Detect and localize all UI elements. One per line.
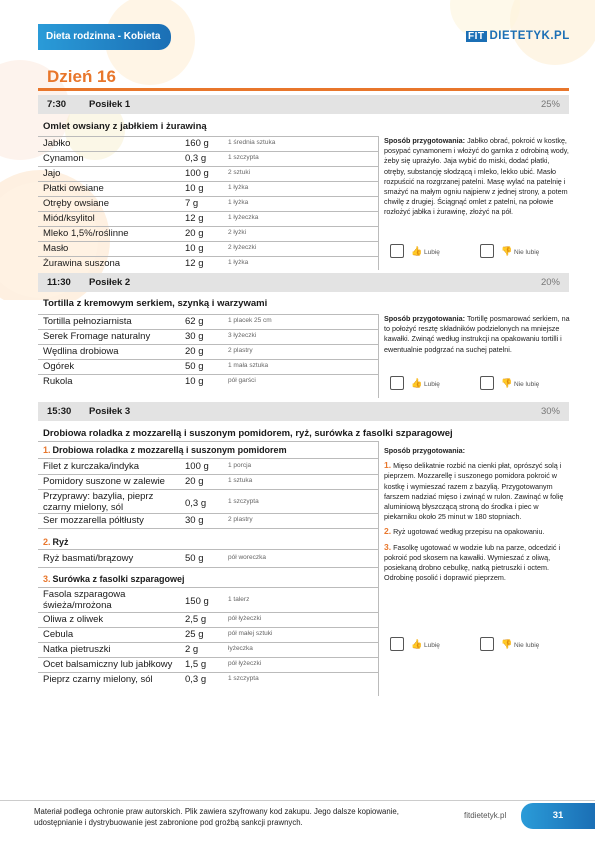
- component-title: Drobiowa roladka z mozzarellą i suszonym pomidorem: [52, 445, 287, 455]
- ingredient-unit: 1 łyżeczka: [228, 214, 259, 221]
- prep-label: Sposób przygotowania:: [384, 446, 466, 455]
- ingredient-unit: pół małej sztuki: [228, 630, 273, 637]
- prep-label: Sposób przygotowania:: [384, 314, 466, 323]
- ingredient-row: [38, 642, 378, 657]
- ingredient-unit: pół łyżeczki: [228, 660, 262, 667]
- ingredient-qty: 2 g: [185, 644, 199, 655]
- ingredient-unit: 1 szczypta: [228, 154, 259, 161]
- meal-percent: 20%: [540, 277, 560, 288]
- step-text: Fasolkę ugotować w wodzie lub na parze, odcedzić i pokroić pod skosem na kawałki. Wymieszać z oliwą, posiekaną drobno cebulkę, natką pietruszki i octem. Odrobinę posolić i doprawić pieprzem.: [384, 542, 561, 583]
- ingredient-name: Płatki owsiane: [43, 183, 104, 194]
- ingredient-qty: 0,3 g: [185, 674, 207, 685]
- ingredient-row: [38, 181, 378, 196]
- ingredient-qty: 0,3 g: [185, 498, 207, 509]
- meal-3-content: [38, 441, 569, 696]
- meal-time: 7:30: [47, 99, 67, 110]
- ingredient-name: Ocet balsamiczny lub jabłkowy: [43, 659, 173, 670]
- ingredient-row: [38, 226, 378, 241]
- ingredient-name: Pomidory suszone w zalewie: [43, 476, 165, 487]
- ingredient-name: Serek Fromage naturalny: [43, 331, 151, 342]
- ingredient-row: [38, 474, 378, 489]
- ingredient-qty: 0,3 g: [185, 153, 207, 164]
- ingredient-qty: 25 g: [185, 629, 204, 640]
- ingredient-qty: 1,5 g: [185, 659, 207, 670]
- ingredient-qty: 20 g: [185, 228, 204, 239]
- row-divider: [38, 567, 378, 568]
- ingredient-qty: 12 g: [185, 258, 204, 269]
- prep-step-3: [384, 542, 572, 584]
- ingredient-row: [38, 329, 378, 344]
- ingredient-name: Natka pietruszki: [43, 644, 111, 655]
- logo-fit: FIT: [468, 30, 485, 42]
- ingredient-row: [38, 151, 378, 166]
- ingredient-unit: 1 porcja: [228, 462, 252, 469]
- site-link[interactable]: fitdietetyk.pl: [464, 811, 507, 820]
- thumbs-down-icon: 👎: [501, 639, 513, 649]
- ingredient-unit: pół garści: [228, 377, 256, 384]
- ingredient-row: [38, 513, 378, 528]
- thumbs-up-icon: 👍: [411, 246, 423, 256]
- ingredient-unit: 1 średnia sztuka: [228, 139, 276, 146]
- meal-time: 11:30: [47, 277, 71, 288]
- dislike-checkbox[interactable]: [480, 637, 494, 651]
- ingredient-unit: 1 szczypta: [228, 675, 259, 682]
- dislike-checkbox[interactable]: [480, 376, 494, 390]
- ingredient-qty: 150 g: [185, 596, 209, 607]
- ingredient-name: Tortilla pełnoziarnista: [43, 316, 132, 327]
- ingredient-row: [38, 587, 378, 614]
- row-divider: [38, 528, 378, 529]
- ingredient-unit: 2 łyżki: [228, 229, 247, 236]
- step-text: Ryż ugotować według przepisu na opakowaniu.: [393, 527, 545, 537]
- component-number: 1.: [43, 445, 51, 455]
- ingredient-row: [38, 612, 378, 627]
- ingredient-qty: 10 g: [185, 183, 204, 194]
- logo: [466, 30, 570, 42]
- dish-title-1: Omlet owsiany z jabłkiem i żurawiną: [43, 121, 207, 132]
- ingredient-unit: 2 sztuki: [228, 169, 251, 176]
- page-title: Dzień 16: [47, 67, 116, 86]
- component-number: 2.: [43, 537, 51, 547]
- ingredient-qty: 20 g: [185, 476, 204, 487]
- ingredient-qty: 2,5 g: [185, 614, 207, 625]
- ingredient-unit: 1 łyżka: [228, 184, 249, 191]
- meal-percent: 30%: [540, 406, 560, 417]
- ingredient-name: Wędlina drobiowa: [43, 346, 119, 357]
- logo-text: DIETETYK.PL: [489, 30, 570, 42]
- ingredient-unit: 1 sztuka: [228, 477, 253, 484]
- prep-step-1: [384, 460, 572, 522]
- ingredient-name: Miód/ksylitol: [43, 213, 95, 224]
- dislike-label: Nie lubię: [514, 642, 540, 649]
- rating-controls: [390, 637, 560, 653]
- ingredient-name: Masło: [43, 243, 69, 254]
- thumbs-down-icon: 👎: [501, 378, 513, 388]
- ingredient-row: [38, 627, 378, 642]
- prep-body: Tortillę posmarować serkiem, na to położyć resztę składników podzielonych na mniejsze kawałki. Zwinąć według instrukcji na opakowaniu tortilli i ewentualnie podgrzać na suchej patelni.: [384, 314, 570, 354]
- meal-header-2: [38, 273, 569, 292]
- ingredient-name: Rukola: [43, 376, 73, 387]
- ingredient-qty: 50 g: [185, 361, 204, 372]
- dislike-label: Nie lubię: [514, 381, 540, 388]
- like-label: Lubię: [424, 381, 440, 388]
- like-label: Lubię: [424, 249, 440, 256]
- ingredient-name: Oliwa z oliwek: [43, 614, 104, 625]
- ingredient-name: Ryż basmati/brązowy: [43, 553, 134, 564]
- copyright-notice: Materiał podlega ochronie praw autorskich. Plik zawiera szyfrowany kod zakupu. Jego dalsze kopiowanie, udostępnianie i dystrybuowanie jest zabronione pod groźbą sankcji prawnych.: [34, 807, 399, 827]
- component-heading-1: [43, 445, 287, 455]
- meal-percent: 25%: [540, 99, 560, 110]
- ingredient-name: Ogórek: [43, 361, 75, 372]
- step-number: 1.: [384, 460, 392, 471]
- meal-time: 15:30: [47, 406, 72, 417]
- title-divider: [38, 88, 569, 91]
- ingredient-name: Mleko 1,5%/roślinne: [43, 228, 129, 239]
- ingredient-qty: 100 g: [185, 168, 209, 179]
- ingredient-qty: 50 g: [185, 553, 204, 564]
- column-divider: [378, 314, 379, 398]
- plan-tag: Dieta rodzinna - Kobieta: [38, 24, 171, 50]
- ingredient-qty: 10 g: [185, 243, 204, 254]
- ingredient-row: [38, 166, 378, 181]
- meal-label: Posiłek 2: [89, 277, 131, 288]
- ingredient-row: [38, 344, 378, 359]
- like-label: Lubię: [424, 642, 440, 649]
- meal-label: Posiłek 1: [89, 99, 131, 110]
- column-divider: [378, 441, 379, 696]
- ingredient-name: Przyprawy: bazylia, pieprz czarny mielony, sól: [43, 491, 154, 513]
- rating-controls: [390, 244, 560, 260]
- ingredient-name: Otręby owsiane: [43, 198, 110, 209]
- ingredient-name: Cebula: [43, 629, 74, 640]
- dish-title-3: Drobiowa roladka z mozzarellą i suszonym pomidorem, ryż, surówka z fasolki szparagowej: [43, 428, 453, 439]
- ingredient-qty: 160 g: [185, 138, 209, 149]
- ingredient-name: Cynamon: [43, 153, 84, 164]
- ingredient-row: [38, 672, 378, 687]
- component-heading-3: [43, 574, 185, 584]
- dislike-label: Nie lubię: [514, 249, 540, 256]
- step-number: 3.: [384, 541, 392, 552]
- dislike-checkbox[interactable]: [480, 244, 494, 258]
- step-text: Mięso delikatnie rozbić na cienki płat, oprószyć solą i pieprzem. Mozzarellę i suszonego pomidora pokroić w kostkę i wymieszać razem z bazylią. Przygotowanym farszem nadziać mięso i zwinąć w rulon. Zawinąć w folię aluminiową błyszczącą stroną do środka i piec w piekarniku około 25 minut w 180 stopniach.: [384, 461, 564, 522]
- ingredient-row: [38, 374, 378, 389]
- prep-body: Jabłko obrać, pokroić w kostkę, posypać cynamonem i włożyć do garnka z odrobiną wody, żeby się uprażyło. Jaja wybić do miski, dodać płatki, otręby, substancję słodzącą i mleko, lekko ubić. Masło rozpuścić na rozgrzanej patelni. Masę wylać na patelnię i smażyć na małym ogniu najpierw z jednej strony, a potem chwilę z drugiej. Ściągnąć omlet z patelni, na połowie rozłożyć jabłka i żurawinę, złożyć na pół.: [384, 136, 569, 217]
- ingredient-unit: 2 łyżeczki: [228, 244, 257, 251]
- ingredient-unit: łyżeczka: [228, 645, 253, 652]
- ingredient-unit: 2 plastry: [228, 516, 253, 523]
- component-title: Surówka z fasolki szparagowej: [52, 574, 185, 584]
- ingredient-row: [38, 241, 378, 256]
- row-divider: [38, 549, 378, 550]
- ingredient-row: [38, 459, 378, 474]
- ingredient-qty: 20 g: [185, 346, 204, 357]
- ingredient-unit: 2 plastry: [228, 347, 253, 354]
- ingredient-name: Pieprz czarny mielony, sól: [43, 674, 153, 685]
- ingredient-unit: 1 mała sztuka: [228, 362, 269, 369]
- ingredient-qty: 62 g: [185, 316, 204, 327]
- rating-controls: [390, 376, 560, 392]
- preparation-text: [384, 136, 572, 218]
- column-divider: [378, 136, 379, 270]
- ingredient-unit: 3 łyżeczki: [228, 332, 257, 339]
- ingredient-row: [38, 657, 378, 672]
- component-number: 3.: [43, 574, 51, 584]
- ingredient-qty: 30 g: [185, 515, 204, 526]
- ingredient-unit: 1 łyżka: [228, 259, 249, 266]
- ingredient-name: Żurawina suszona: [43, 258, 121, 269]
- meal-label: Posiłek 3: [89, 406, 131, 417]
- preparation-text: [384, 314, 572, 355]
- like-checkbox[interactable]: [390, 376, 404, 390]
- ingredient-row: [38, 359, 378, 374]
- meal-header-3: [38, 402, 569, 421]
- ingredient-unit: pół woreczka: [228, 554, 266, 561]
- thumbs-up-icon: 👍: [411, 378, 423, 388]
- ingredient-qty: 10 g: [185, 376, 204, 387]
- ingredient-qty: 7 g: [185, 198, 199, 209]
- ingredient-qty: 12 g: [185, 213, 204, 224]
- ingredient-unit: 1 placek 25 cm: [228, 317, 272, 324]
- page-number: 31: [521, 803, 595, 829]
- ingredient-row: [38, 314, 378, 329]
- preparation-text: [384, 446, 572, 587]
- footer-divider: [0, 800, 595, 801]
- ingredient-unit: 1 łyżka: [228, 199, 249, 206]
- ingredient-row: [38, 196, 378, 211]
- prep-step-2: [384, 526, 572, 537]
- footer: [0, 800, 595, 834]
- like-checkbox[interactable]: [390, 637, 404, 651]
- ingredient-unit: pół łyżeczki: [228, 615, 262, 622]
- ingredient-qty: 100 g: [185, 461, 209, 472]
- ingredient-name: Fasola szparagowa świeża/mrożona: [43, 589, 126, 611]
- meal-1-content: [38, 136, 569, 270]
- component-title: Ryż: [52, 537, 69, 547]
- thumbs-down-icon: 👎: [501, 246, 513, 256]
- step-number: 2.: [384, 526, 392, 537]
- prep-label: Sposób przygotowania:: [384, 136, 466, 145]
- ingredient-unit: 1 talerz: [228, 596, 250, 603]
- ingredient-name: Jabłko: [43, 138, 71, 149]
- ingredient-row: [38, 136, 378, 151]
- ingredient-name: Filet z kurczaka/indyka: [43, 461, 140, 472]
- ingredient-row: [38, 551, 378, 566]
- component-heading-2: [43, 537, 69, 547]
- ingredient-qty: 30 g: [185, 331, 204, 342]
- ingredient-unit: 1 szczypta: [228, 498, 259, 505]
- ingredient-row: [38, 211, 378, 226]
- ingredient-row: [38, 256, 378, 271]
- citrus-decoration-right: [425, 0, 595, 90]
- dish-title-2: Tortilla z kremowym serkiem, szynką i warzywami: [43, 298, 268, 309]
- meal-header-1: [38, 95, 569, 114]
- meal-2-content: [38, 314, 569, 398]
- row-divider: [38, 441, 378, 442]
- thumbs-up-icon: 👍: [411, 639, 423, 649]
- ingredient-name: Jajo: [43, 168, 61, 179]
- like-checkbox[interactable]: [390, 244, 404, 258]
- ingredient-name: Ser mozzarella półtłusty: [43, 515, 144, 526]
- ingredient-row: [38, 489, 378, 516]
